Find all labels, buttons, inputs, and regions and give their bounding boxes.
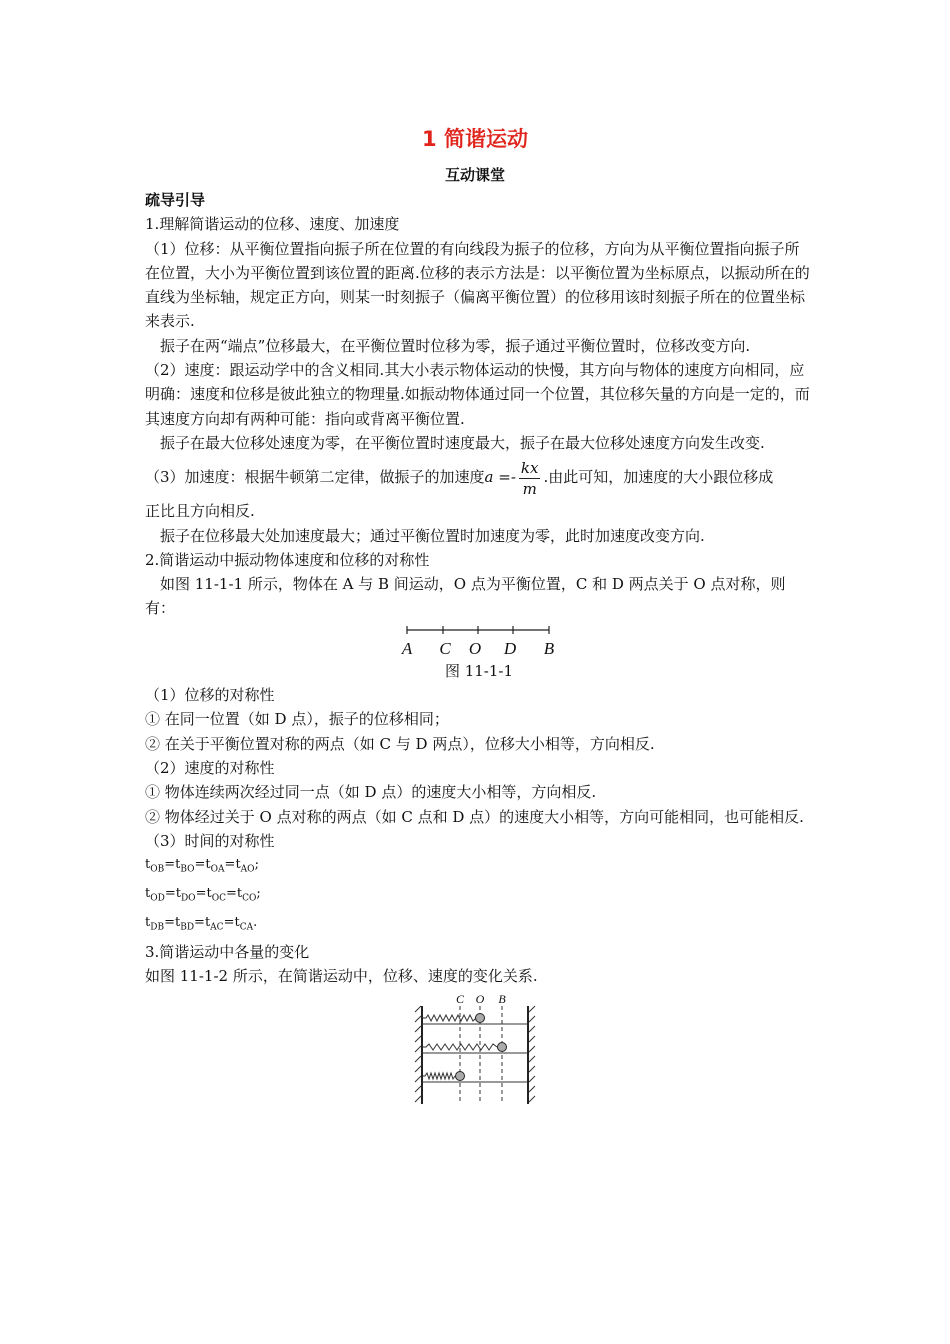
sym1-a: ① 在同一位置（如 D 点），振子的位移相同； xyxy=(145,710,449,729)
ball-3 xyxy=(456,1072,465,1081)
time-line-1: $t_{OB}=t_{BO}=t_{OA}=t_{AO}$; xyxy=(145,857,259,875)
accel-formula-fraction xyxy=(519,458,541,499)
figure-spring-diagram xyxy=(415,992,540,1104)
sym3-title: （3）时间的对称性 xyxy=(145,831,275,850)
spring-3 xyxy=(423,1073,455,1079)
accel-text-after: .由此可知，加速度的大小跟位移成 xyxy=(543,468,774,487)
sym2-a: ① 物体连续两次经过同一点（如 D 点）的速度大小相等，方向相反. xyxy=(145,783,597,802)
paragraph-velocity-note: 振子在最大位移处速度为零，在平衡位置时速度最大，振子在最大位移处速度方向发生改变. xyxy=(160,433,765,452)
time-line-3: $t_{DB}=t_{BD}=t_{AC}=t_{CA}$. xyxy=(145,914,258,933)
label-b: B xyxy=(543,638,555,658)
ball-2 xyxy=(498,1043,507,1052)
accel-formula-denominator: m xyxy=(522,479,537,498)
item3-title: 3.简谐运动中各量的变化 xyxy=(145,942,310,961)
paragraph-acceleration xyxy=(145,455,813,499)
label-a: A xyxy=(401,638,413,658)
sym1-b: ② 在关于平衡位置对称的两点（如 C 与 D 两点），位移大小相等，方向相反. xyxy=(145,734,655,753)
sym1-title: （1）位移的对称性 xyxy=(145,686,275,705)
paragraph-figure-intro: 如图 11-1-1 所示，物体在 A 与 B 间运动，O 点为平衡位置，C 和 D 两点关于 O 点对称，则有： xyxy=(145,575,786,618)
document-body xyxy=(145,188,813,1104)
accel-text-before: （3）加速度：根据牛顿第二定律，做振子的加速度 xyxy=(145,468,485,487)
item1-title: 1.理解简谐运动的位移、速度、加速度 xyxy=(145,215,400,234)
page-title: 1 简谐运动 xyxy=(422,127,528,151)
paragraph-acceleration-cont: 正比且方向相反. xyxy=(145,502,255,521)
paragraph-acceleration-note: 振子在位移最大处加速度最大；通过平衡位置时加速度为零，此时加速度改变方向. xyxy=(160,526,705,545)
section-heading: 疏导引导 xyxy=(145,191,206,209)
figure-caption: 图 11-1-1 xyxy=(444,661,514,680)
figure-line-diagram xyxy=(403,625,563,659)
accel-formula-numerator: kx xyxy=(520,458,539,477)
paragraph-figure2-intro: 如图 11-1-2 所示，在简谐运动中，位移、速度的变化关系. xyxy=(145,967,538,986)
fig2-label-o: O xyxy=(475,992,485,1007)
sym2-title: （2）速度的对称性 xyxy=(145,758,275,777)
label-o: O xyxy=(468,638,482,658)
label-c: C xyxy=(439,638,451,658)
label-d: D xyxy=(503,638,517,658)
sym2-b: ② 物体经过关于 O 点对称的两点（如 C 点和 D 点）的速度大小相等，方向可能相同，也可能相反. xyxy=(145,807,804,826)
paragraph-velocity: （2）速度：跟运动学中的含义相同.其大小表示物体运动的快慢，其方向与物体的速度方向相同，应明确：速度和位移是彼此独立的物理量.如振动物体通过同一个位置，其位移矢量的方向是一定的，而其速度方向却有两种可能：指向或背离平衡位置. xyxy=(145,361,810,428)
page-subtitle: 互动课堂 xyxy=(444,166,505,184)
fig2-label-c: C xyxy=(455,992,465,1007)
paragraph-displacement-note: 振子在两“端点”位移最大，在平衡位置时位移为零，振子通过平衡位置时，位移改变方向. xyxy=(160,336,751,355)
item2-title: 2.简谐运动中振动物体速度和位移的对称性 xyxy=(145,550,430,569)
ball-1 xyxy=(476,1014,485,1023)
spring-1 xyxy=(423,1015,476,1021)
time-line-2: $t_{OD}=t_{DO}=t_{OC}=t_{CO}$; xyxy=(145,886,261,904)
paragraph-displacement: （1）位移：从平衡位置指向振子所在位置的有向线段为振子的位移，方向为从平衡位置指向振子所在位置，大小为平衡位置到该位置的距离.位移的表示方法是：以平衡位置为坐标原点，以振动所在的直线为坐标轴，规定正方向，则某一时刻振子（偏离平衡位置）的位移用该时刻振子所在的位置坐标来表示. xyxy=(145,239,810,331)
accel-formula-lhs: a =- xyxy=(484,468,516,487)
fig2-label-b: B xyxy=(498,992,506,1007)
